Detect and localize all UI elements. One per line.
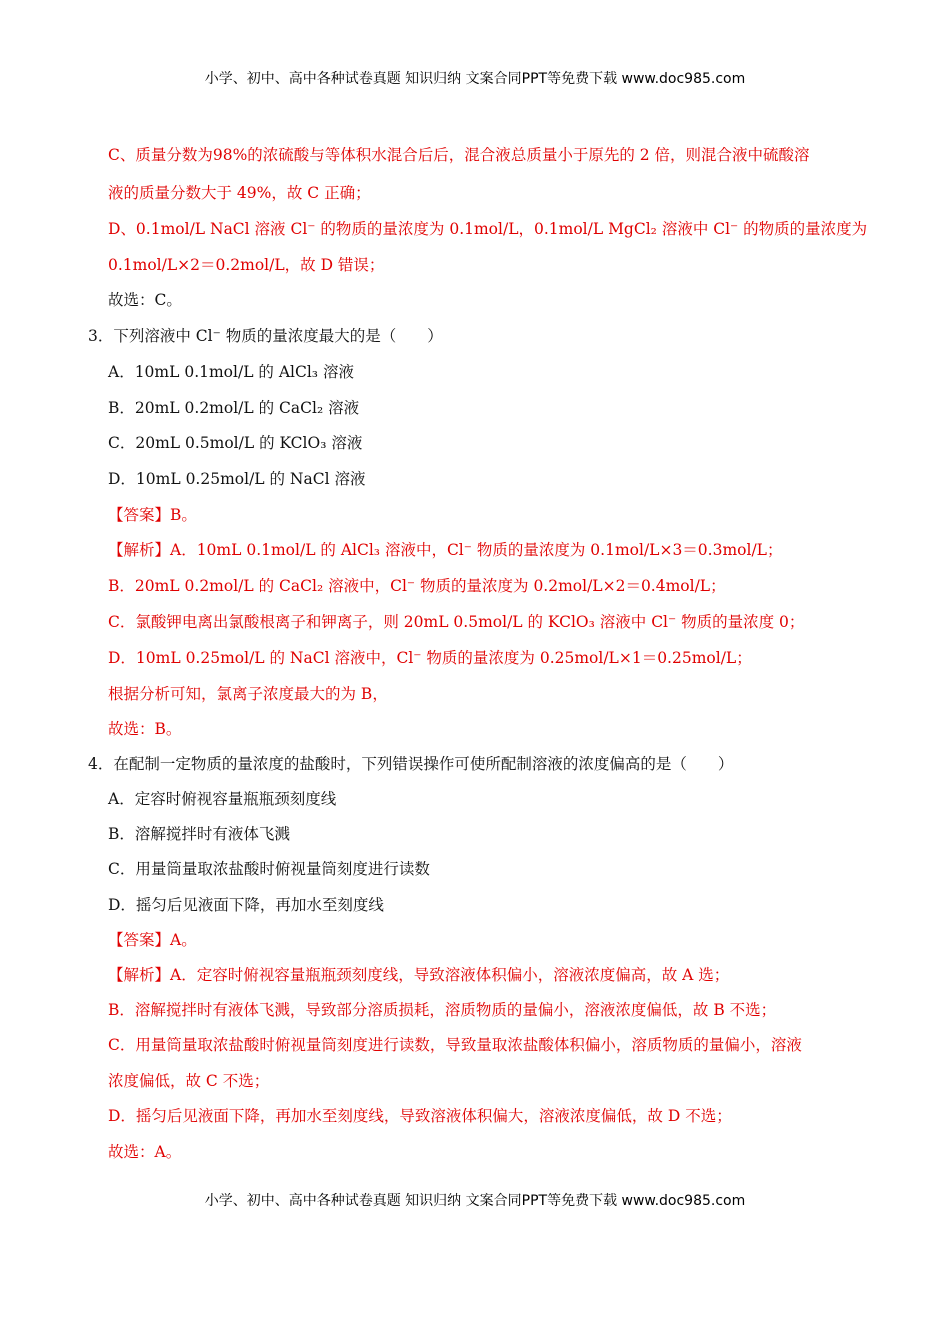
- text-line-q3c: C．20mL 0.5mol/L 的 KClO₃ 溶液: [108, 434, 363, 452]
- text-line-q4b: B．溶解搅拌时有液体飞溅: [108, 825, 290, 843]
- text-line-q3b: B．20mL 0.2mol/L 的 CaCl₂ 溶液: [108, 399, 360, 417]
- text-line-q3e3: C．氯酸钾电离出氯酸根离子和钾离子，则 20mL 0.5mol/L 的 KClO₃ 溶液中 Cl⁻ 物质的量浓度 0；: [108, 613, 805, 631]
- text-line-q4a: A．定容时俯视容量瓶瓶颈刻度线: [108, 790, 337, 808]
- text-line-l4: 0.1mol/L×2＝0.2mol/L，故 D 错误；: [108, 256, 385, 274]
- text-line-q4e2: B．溶解搅拌时有液体飞溅，导致部分溶质损耗，溶质物质的量偏小，溶液浓度偏低，故 B 不选；: [108, 1001, 777, 1019]
- text-line-l3: D、0.1mol/L NaCl 溶液 Cl⁻ 的物质的量浓度为 0.1mol/L，0.1mol/L MgCl₂ 溶液中 Cl⁻ 的物质的量浓度为: [108, 220, 868, 238]
- text-line-q4e5: D．摇匀后见液面下降，再加水至刻度线，导致溶液体积偏大，溶液浓度偏低，故 D 不选；: [108, 1107, 732, 1125]
- text-line-q4ans: 【答案】A。: [108, 931, 197, 949]
- text-line-l1: C、质量分数为98%的浓硫酸与等体积水混合后后，混合液总质量小于原先的 2 倍，则混合液中硫酸溶: [108, 146, 810, 164]
- text-line-q4e3: C．用量筒量取浓盐酸时俯视量筒刻度进行读数，导致量取浓盐酸体积偏小，溶质物质的量偏小，溶液: [108, 1036, 802, 1054]
- text-line-q3e6: 故选：B。: [108, 720, 182, 738]
- text-line-q4e4: 浓度偏低，故 C 不选；: [108, 1072, 270, 1090]
- text-line-q4d: D．摇匀后见液面下降，再加水至刻度线: [108, 896, 384, 914]
- text-line-q3e4: D．10mL 0.25mol/L 的 NaCl 溶液中，Cl⁻ 物质的量浓度为 0.25mol/L×1＝0.25mol/L；: [108, 649, 752, 667]
- page-header: 小学、初中、高中各种试卷真题 知识归纳 文案合同PPT等免费下载 www.doc985.com: [204, 71, 746, 87]
- text-line-q3a: A．10mL 0.1mol/L 的 AlCl₃ 溶液: [108, 363, 354, 381]
- text-line-q4c: C．用量筒量取浓盐酸时俯视量筒刻度进行读数: [108, 860, 430, 878]
- text-line-q3d: D．10mL 0.25mol/L 的 NaCl 溶液: [108, 470, 366, 488]
- text-line-q3e1: 【解析】A．10mL 0.1mol/L 的 AlCl₃ 溶液中，Cl⁻ 物质的量浓度为 0.1mol/L×3＝0.3mol/L；: [108, 541, 783, 559]
- text-line-q3ans: 【答案】B。: [108, 506, 197, 524]
- text-line-q4e1: 【解析】A．定容时俯视容量瓶瓶颈刻度线，导致溶液体积偏小，溶液浓度偏高，故 A 选；: [108, 966, 730, 984]
- text-line-q4: 4．在配制一定物质的量浓度的盐酸时，下列错误操作可使所配制溶液的浓度偏高的是（ ）: [88, 755, 734, 773]
- text-line-q3: 3．下列溶液中 Cl⁻ 物质的量浓度最大的是（ ）: [88, 327, 443, 345]
- text-line-q3e5: 根据分析可知，氯离子浓度最大的为 B，: [108, 685, 388, 703]
- text-line-q4e6: 故选：A。: [108, 1143, 182, 1161]
- text-line-l5: 故选：C。: [108, 291, 182, 309]
- text-line-q3e2: B．20mL 0.2mol/L 的 CaCl₂ 溶液中，Cl⁻ 物质的量浓度为 0.2mol/L×2＝0.4mol/L；: [108, 577, 726, 595]
- page-footer: 小学、初中、高中各种试卷真题 知识归纳 文案合同PPT等免费下载 www.doc985.com: [204, 1193, 746, 1209]
- text-line-l2: 液的质量分数大于 49%，故 C 正确；: [108, 184, 371, 202]
